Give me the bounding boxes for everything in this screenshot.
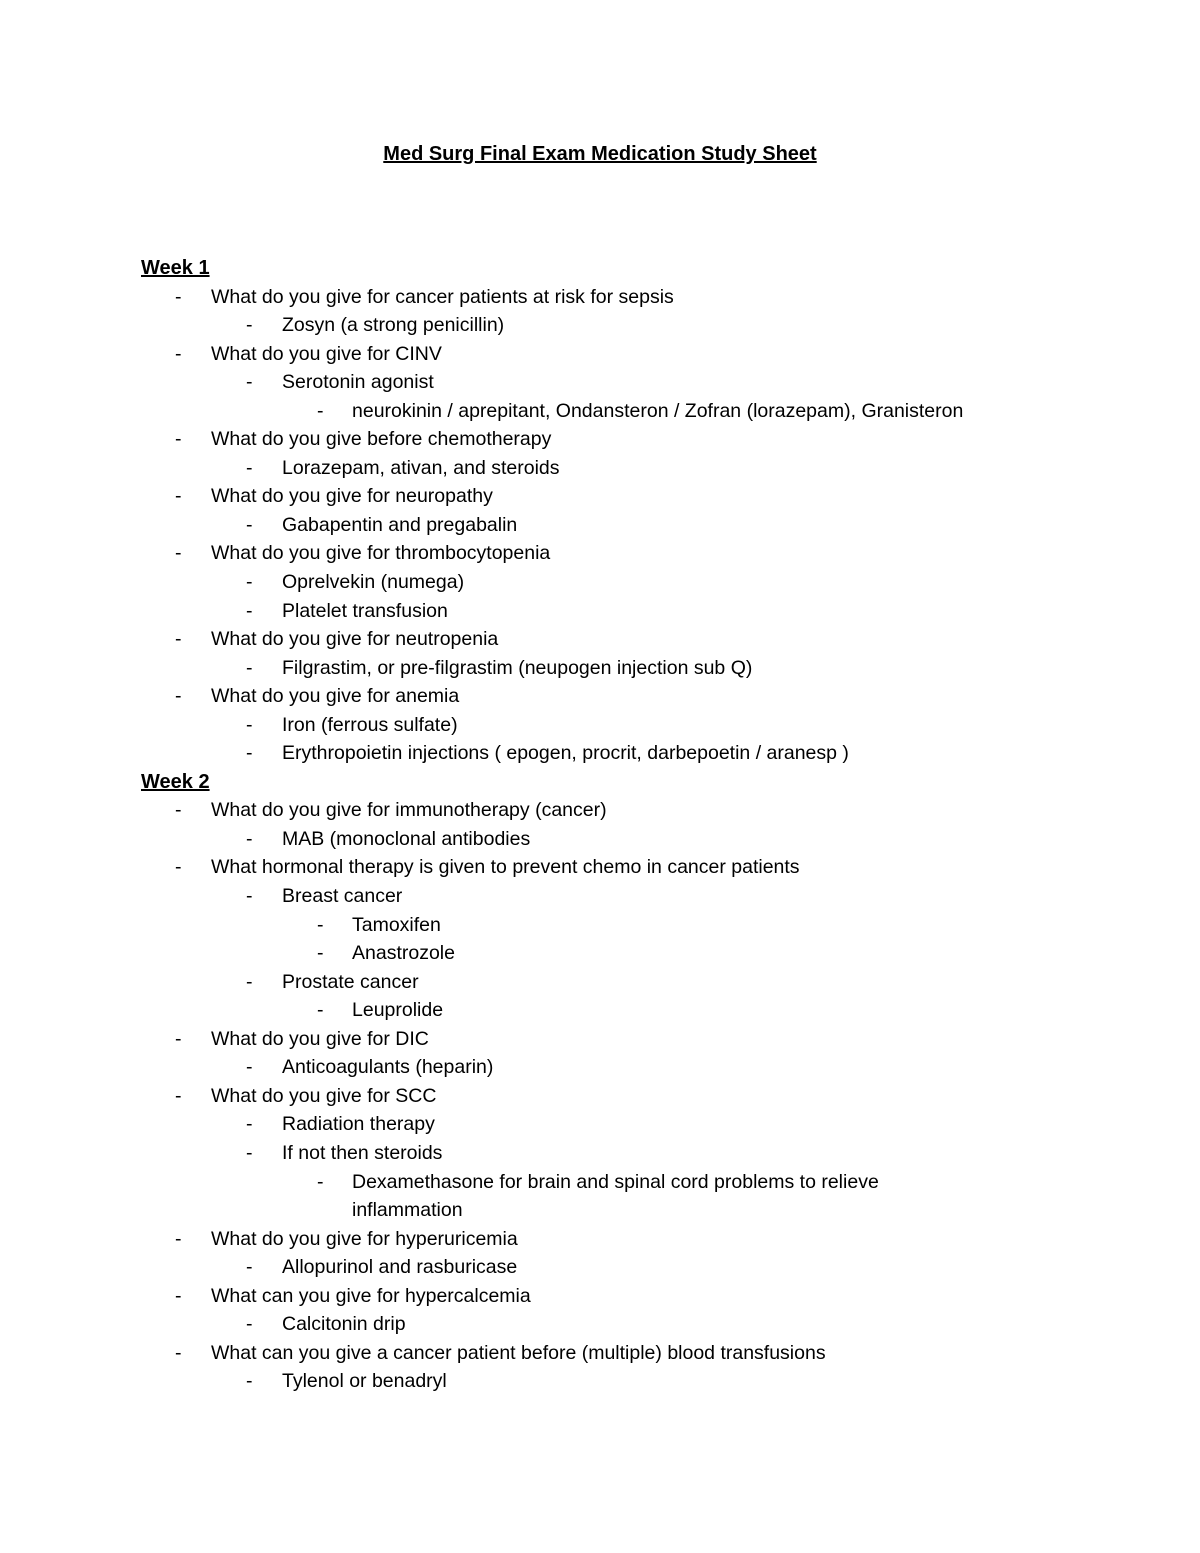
bullet-dash: -	[175, 856, 182, 879]
bullet-dash: -	[175, 1284, 182, 1307]
bullet-dash: -	[246, 371, 253, 394]
list-item-text: What do you give for anemia	[211, 685, 460, 708]
list-item-text: Allopurinol and rasburicase	[282, 1256, 518, 1279]
bullet-dash: -	[246, 1141, 253, 1164]
list-item	[141, 825, 1071, 854]
list-item-text: What can you give for hypercalcemia	[211, 1284, 531, 1307]
list-item-text: Filgrastim, or pre-filgrastim (neupogen injection sub Q)	[282, 656, 753, 679]
bullet-dash: -	[246, 656, 253, 679]
list-item	[141, 597, 1071, 626]
bullet-dash: -	[175, 628, 182, 651]
bullet-dash: -	[246, 1256, 253, 1279]
list-item	[141, 1310, 1071, 1339]
list-item	[141, 711, 1071, 740]
list-item	[141, 1253, 1071, 1282]
page-title: Med Surg Final Exam Medication Study Sheet	[383, 143, 817, 165]
list-item-text: What do you give for CINV	[211, 342, 442, 365]
list-item-text: What do you give for thrombocytopenia	[211, 542, 551, 565]
list-item-text: What do you give before chemotherapy	[211, 428, 552, 451]
list-item	[141, 511, 1071, 540]
list-item-text: What do you give for hyperuricemia	[211, 1227, 518, 1250]
list-item-text: inflammation	[352, 1199, 463, 1222]
list-item-text: Tamoxifen	[352, 913, 441, 936]
list-item-text: What do you give for DIC	[211, 1027, 429, 1050]
bullet-dash: -	[246, 314, 253, 337]
list-item-text: Anastrozole	[352, 942, 455, 965]
bullet-dash: -	[175, 1084, 182, 1107]
list-item	[141, 340, 1071, 369]
list-item	[141, 311, 1071, 340]
bullet-dash: -	[175, 428, 182, 451]
bullet-dash: -	[175, 685, 182, 708]
bullet-dash: -	[246, 1113, 253, 1136]
list-item-text: Erythropoietin injections ( epogen, procrit, darbepoetin / aranesp )	[282, 742, 849, 765]
bullet-dash: -	[246, 571, 253, 594]
list-item-text: What hormonal therapy is given to prevent chemo in cancer patients	[211, 856, 800, 879]
bullet-dash: -	[246, 885, 253, 908]
list-item-text: Platelet transfusion	[282, 599, 448, 622]
bullet-dash: -	[317, 399, 324, 422]
list-item-text: What do you give for immunotherapy (cancer)	[211, 799, 607, 822]
list-item	[141, 397, 1071, 426]
list-item-text: If not then steroids	[282, 1141, 443, 1164]
bullet-dash: -	[175, 1227, 182, 1250]
bullet-dash: -	[175, 285, 182, 308]
list-item	[141, 1168, 1071, 1197]
list-item	[141, 654, 1071, 683]
list-item-text: What do you give for neutropenia	[211, 628, 499, 651]
list-item-text: Zosyn (a strong penicillin)	[282, 314, 505, 337]
list-item-text: Leuprolide	[352, 999, 444, 1022]
list-item	[141, 539, 1071, 568]
list-item-text: What do you give for neuropathy	[211, 485, 493, 508]
section-heading: Week 1	[141, 257, 210, 279]
list-item	[141, 682, 1071, 711]
list-item-text: Serotonin agonist	[282, 371, 434, 394]
list-item-text: Dexamethasone for brain and spinal cord problems to relieve	[352, 1170, 879, 1193]
section-heading: Week 2	[141, 770, 210, 793]
bullet-dash: -	[317, 1170, 324, 1193]
bullet-dash: -	[246, 513, 253, 536]
bullet-dash: -	[246, 456, 253, 479]
list-item-text: Anticoagulants (heparin)	[282, 1056, 494, 1079]
list-item	[141, 1139, 1071, 1168]
list-item-text: Prostate cancer	[282, 970, 419, 993]
list-item	[141, 1339, 1071, 1368]
list-item	[141, 996, 1071, 1025]
list-item	[141, 939, 1071, 968]
bullet-dash: -	[246, 1370, 253, 1393]
list-item	[141, 1053, 1071, 1082]
list-item	[141, 1110, 1071, 1139]
list-item	[141, 853, 1071, 882]
list-item	[141, 568, 1071, 597]
list-item-text: Tylenol or benadryl	[282, 1370, 447, 1393]
bullet-dash: -	[317, 913, 324, 936]
list-item	[141, 911, 1071, 940]
bullet-dash: -	[246, 1056, 253, 1079]
bullet-dash: -	[175, 1027, 182, 1050]
list-item-text: neurokinin / aprepitant, Ondansteron / Zofran (lorazepam), Granisteron	[352, 399, 964, 422]
bullet-dash: -	[246, 970, 253, 993]
bullet-dash: -	[246, 742, 253, 765]
list-item	[141, 368, 1071, 397]
bullet-dash: -	[317, 942, 324, 965]
bullet-dash: -	[175, 342, 182, 365]
list-item	[141, 425, 1071, 454]
list-item-text: Gabapentin and pregabalin	[282, 513, 518, 536]
bullet-dash: -	[175, 542, 182, 565]
bullet-dash: -	[246, 713, 253, 736]
bullet-dash: -	[175, 485, 182, 508]
list-item	[141, 482, 1071, 511]
list-item-text: Breast cancer	[282, 885, 403, 908]
list-item	[141, 1082, 1071, 1111]
list-item	[141, 454, 1071, 483]
list-item-text: Lorazepam, ativan, and steroids	[282, 456, 560, 479]
list-item	[141, 1367, 1071, 1396]
bullet-dash: -	[246, 599, 253, 622]
list-item	[141, 882, 1071, 911]
list-item	[141, 1225, 1071, 1254]
list-item	[141, 625, 1071, 654]
list-item	[141, 1282, 1071, 1311]
study-sheet-content	[141, 254, 1071, 1396]
list-item	[141, 283, 1071, 312]
list-item-text: What do you give for SCC	[211, 1084, 437, 1107]
bullet-dash: -	[317, 999, 324, 1022]
list-item-text: Iron (ferrous sulfate)	[282, 713, 458, 736]
bullet-dash: -	[246, 827, 253, 850]
list-item	[141, 1025, 1071, 1054]
list-item-text: MAB (monoclonal antibodies	[282, 827, 531, 850]
list-item-text: Radiation therapy	[282, 1113, 435, 1136]
list-item-text: What do you give for cancer patients at risk for sepsis	[211, 285, 674, 308]
list-item	[141, 739, 1071, 768]
list-item	[141, 1196, 1071, 1225]
list-item-text: Calcitonin drip	[282, 1313, 406, 1336]
list-item	[141, 796, 1071, 825]
bullet-dash: -	[175, 1341, 182, 1364]
bullet-dash: -	[175, 799, 182, 822]
list-item-text: What can you give a cancer patient before (multiple) blood transfusions	[211, 1341, 826, 1364]
list-item-text: Oprelvekin (numega)	[282, 571, 465, 594]
bullet-dash: -	[246, 1313, 253, 1336]
list-item	[141, 968, 1071, 997]
